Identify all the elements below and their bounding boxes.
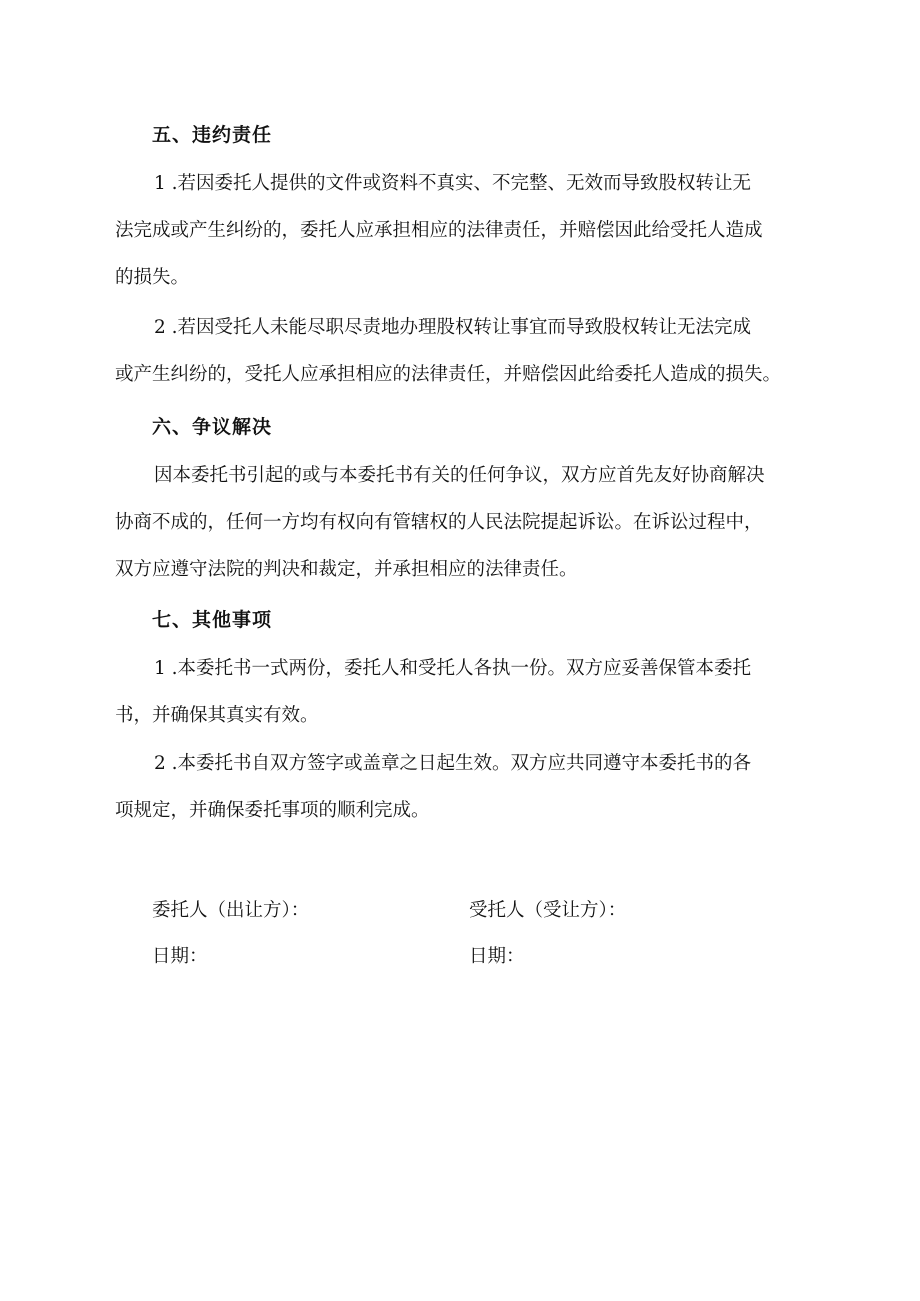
section-heading-breach: 五、违约责任 (152, 124, 273, 146)
paragraph-breach-1 (115, 160, 815, 301)
signature-right-date: 日期： (469, 946, 525, 967)
paragraph-line: 2 .若因受托人未能尽职尽责地办理股权转让事宜而导致股权转让无法完成 (154, 317, 752, 338)
paragraph-other-1 (115, 645, 815, 739)
paragraph-line: 或产生纠纷的，受托人应承担相应的法律责任，并赔偿因此给委托人造成的损失。 (115, 364, 782, 385)
paragraph-line: 1 .本委托书一式两份，委托人和受托人各执一份。双方应妥善保管本委托 (154, 658, 752, 679)
paragraph-line: 的损失。 (115, 267, 190, 288)
paragraph-line: 书，并确保其真实有效。 (115, 705, 319, 726)
paragraph-other-2 (115, 740, 815, 834)
paragraph-line: 1 .若因委托人提供的文件或资料不真实、不完整、无效而导致股权转让无 (154, 173, 752, 194)
paragraph-line: 项规定，并确保委托事项的顺利完成。 (115, 800, 430, 821)
paragraph-line: 协商不成的，任何一方均有权向有管辖权的人民法院提起诉讼。在诉讼过程中， (115, 512, 763, 533)
signature-right-party: 受托人（受让方）： (469, 900, 627, 921)
paragraph-line: 2 .本委托书自双方签字或盖章之日起生效。双方应共同遵守本委托书的各 (154, 753, 752, 774)
paragraph-line: 双方应遵守法院的判决和裁定，并承担相应的法律责任。 (115, 559, 578, 580)
signature-left-date: 日期： (152, 946, 208, 967)
section-heading-dispute: 六、争议解决 (152, 416, 273, 438)
paragraph-line: 法完成或产生纠纷的，委托人应承担相应的法律责任，并赔偿因此给受托人造成 (115, 220, 763, 241)
section-heading-other: 七、其他事项 (152, 609, 273, 631)
paragraph-line: 因本委托书引起的或与本委托书有关的任何争议，双方应首先友好协商解决 (154, 465, 765, 486)
paragraph-dispute-1 (115, 452, 815, 593)
signature-left-party: 委托人（出让方）： (152, 900, 310, 921)
paragraph-breach-2 (115, 304, 815, 398)
